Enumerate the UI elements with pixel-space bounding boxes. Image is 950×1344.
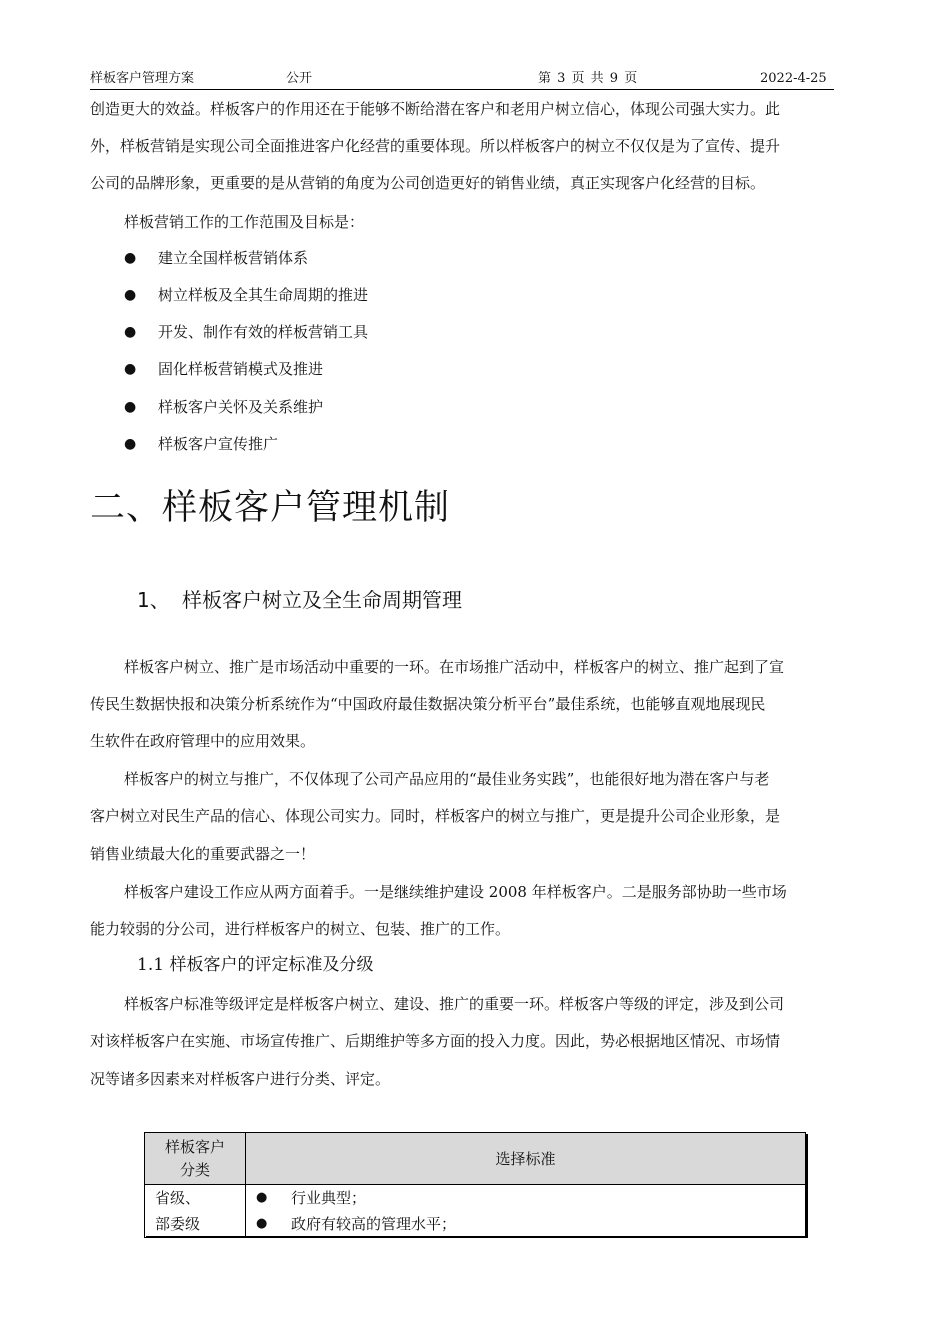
body-line: 况等诸多因素来对样板客户进行分类、评定。 <box>90 1070 391 1088</box>
table-cell-category: 省级、 部委级 <box>145 1185 246 1238</box>
scope-item: 固化样板营销模式及推进 <box>158 360 324 378</box>
body-line: 样板客户建设工作应从两方面着手。一是继续维护建设 2008 年样板客户。二是服务部协助一些市场 <box>124 883 787 901</box>
table-header-criteria: 选择标准 <box>246 1133 806 1185</box>
scope-item: 建立全国样板营销体系 <box>158 249 309 267</box>
bullet-icon: ● <box>124 361 137 377</box>
bullet-icon: ● <box>124 399 137 415</box>
body-line: 能力较弱的分公司，进行样板客户的树立、包装、推广的工作。 <box>90 920 511 938</box>
intro-line: 外，样板营销是实现公司全面推进客户化经营的重要体现。所以样板客户的树立不仅仅是为了宣传、提升 <box>90 137 781 155</box>
table-shadow <box>806 1134 808 1238</box>
table-row <box>145 1185 806 1238</box>
body-line: 样板客户树立、推广是市场活动中重要的一环。在市场推广活动中，样板客户的树立、推广起到了宣 <box>124 658 785 676</box>
header-rule <box>90 89 834 90</box>
scope-item: 样板客户宣传推广 <box>158 435 279 453</box>
intro-line: 公司的品牌形象，更重要的是从营销的角度为公司创造更好的销售业绩，真正实现客户化经营的目标。 <box>90 174 766 192</box>
body-line: 客户树立对民生产品的信心、体现公司实力。同时，样板客户的树立与推广，更是提升公司企业形象，是 <box>90 807 781 825</box>
scope-item: 开发、制作有效的样板营销工具 <box>158 323 369 341</box>
table-header-category: 样板客户 分类 <box>145 1133 246 1185</box>
criteria-table <box>144 1132 806 1238</box>
bullet-icon: ● <box>124 250 137 266</box>
header-date: 2022-4-25 <box>760 71 827 86</box>
body-line: 样板客户标准等级评定是样板客户树立、建设、推广的重要一环。样板客户等级的评定，涉及到公司 <box>124 995 785 1013</box>
header-page-info: 第 3 页 共 9 页 <box>538 71 638 86</box>
header-doc-title: 样板客户管理方案 <box>90 71 195 86</box>
subsection-title: 样板客户树立及全生命周期管理 <box>182 588 462 612</box>
bullet-icon: ● <box>256 1216 268 1231</box>
table-cell-criteria <box>246 1185 806 1238</box>
bullet-icon: ● <box>124 287 137 303</box>
body-line: 对该样板客户在实施、市场宣传推广、后期维护等多方面的投入力度。因此，势必根据地区情况、市场情 <box>90 1032 781 1050</box>
header-classification: 公开 <box>286 71 313 86</box>
criteria-item: ● 行业典型； <box>246 1185 805 1211</box>
table-header-row <box>145 1133 806 1185</box>
subsubsection-heading: 1.1 样板客户的评定标准及分级 <box>137 955 374 975</box>
intro-line: 创造更大的效益。样板客户的作用还在于能够不断给潜在客户和老用户树立信心，体现公司强大实力。此 <box>90 100 781 118</box>
bullet-icon: ● <box>256 1190 268 1205</box>
body-line: 销售业绩最大化的重要武器之一！ <box>90 845 316 863</box>
section-heading: 二、样板客户管理机制 <box>90 488 451 528</box>
scope-item: 树立样板及全其生命周期的推进 <box>158 286 369 304</box>
bullet-icon: ● <box>124 436 137 452</box>
criteria-item: ● 政府有较高的管理水平； <box>246 1211 805 1237</box>
bullet-icon: ● <box>124 324 137 340</box>
subsection-number: 1、 <box>137 588 170 612</box>
body-line: 生软件在政府管理中的应用效果。 <box>90 732 316 750</box>
body-line: 样板客户的树立与推广，不仅体现了公司产品应用的“最佳业务实践”，也能很好地为潜在客户与老 <box>124 770 770 788</box>
scope-item: 样板客户关怀及关系维护 <box>158 398 324 416</box>
body-line: 传民生数据快报和决策分析系统作为“中国政府最佳数据决策分析平台”最佳系统，也能够直观地展现民 <box>90 695 766 713</box>
scope-intro: 样板营销工作的工作范围及目标是： <box>124 213 365 231</box>
